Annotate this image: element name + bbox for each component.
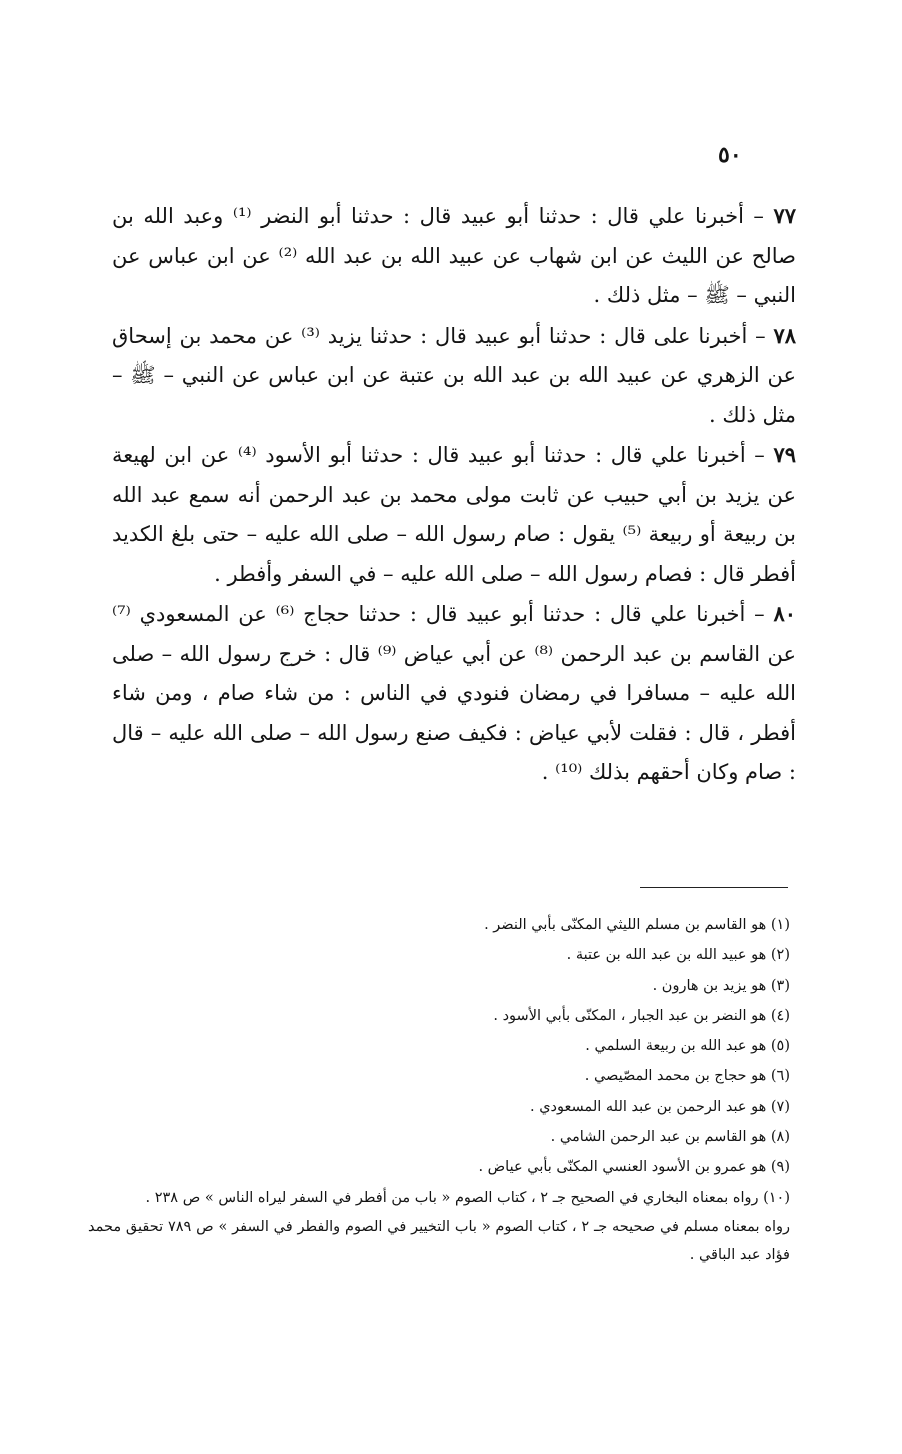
page-number: ٥٠ [718, 142, 742, 168]
footnote-5: (٥) هو عبد الله بن ربيعة السلمي . [585, 1038, 790, 1055]
hadith-paragraph-78 [112, 316, 796, 436]
footnote-9: (٩) هو عمرو بن الأسود العنسي المكنّى بأبي عياض . [478, 1159, 790, 1176]
footnote-4: (٤) هو النضر بن عبد الجبار ، المكنّى بأبي الأسود . [493, 1007, 790, 1024]
footnote-10: (١٠) رواه بمعناه البخاري في الصحيح جـ ٢ ، كتاب الصوم « باب من أفطر في السفر ليراه الناس » ص ٢٣٨ . [145, 1189, 790, 1206]
footnote-divider [640, 887, 788, 888]
footnotes [88, 910, 790, 1269]
hadith-paragraph-79 [112, 435, 796, 594]
hadith-paragraph-77 [112, 196, 796, 316]
main-text [112, 196, 796, 793]
hadith-text: – أخبرنا علي قال : حدثنا أبو عبيد قال : حدثنا أبو النضر ⁽¹⁾ وعبد الله بن صالح عن الليث عن ابن شهاب عن عبيد الله بن عبد الله ⁽²⁾ عن ابن عباس عن النبي – ﷺ – مثل ذلك . [112, 204, 796, 307]
footnote-1: (١) هو القاسم بن مسلم الليثي المكنّى بأبي النضر . [484, 917, 790, 933]
footnote-3: (٣) هو يزيد بن هارون . [652, 977, 790, 994]
footnote-10-continued: رواه بمعناه مسلم في صحيحه جـ ٢ ، كتاب الصوم « باب التخيير في الصوم والفطر في السفر » ص ٧٨٩ تحقيق محمد فؤاد عبد الباقي . [88, 1218, 790, 1263]
hadith-text: – أخبرنا علي قال : حدثنا أبو عبيد قال : حدثنا حجاج ⁽⁶⁾ عن المسعودي ⁽⁷⁾ عن القاسم بن عبد الرحمن ⁽⁸⁾ عن أبي عياض ⁽⁹⁾ قال : خرج رسول الله – صلى الله عليه – مسافرا في رمضان فنودي في الناس : من شاء صام ، ومن شاء أفطر ، قال : فقلت لأبي عياض : فكيف صنع رسول الله – صلى الله عليه – قال : صام وكان أحقهم بذلك ⁽¹⁰⁾ . [112, 602, 796, 784]
hadith-text: – أخبرنا على قال : حدثنا أبو عبيد قال : حدثنا يزيد ⁽³⁾ عن محمد بن إسحاق عن الزهري عن عبيد الله بن عبد الله بن عتبة عن ابن عباس عن النبي – ﷺ – مثل ذلك . [112, 323, 796, 427]
footnote-8: (٨) هو القاسم بن عبد الرحمن الشامي . [550, 1129, 790, 1146]
hadith-text: – أخبرنا علي قال : حدثنا أبو عبيد قال : حدثنا أبو الأسود ⁽⁴⁾ عن ابن لهيعة عن يزيد بن أبي حبيب عن ثابت مولى محمد بن عبد الرحمن أنه سمع عبد الله بن ربيعة أو ربيعة ⁽⁵⁾ يقول : صام رسول الله – صلى الله عليه – حتى بلغ الكديد أفطر قال : فصام رسول الله – صلى الله عليه – في السفر وأفطر . [112, 443, 797, 586]
footnote-7: (٧) هو عبد الرحمن بن عبد الله المسعودي . [529, 1098, 790, 1115]
hadith-number: ٧٧ [773, 203, 796, 228]
footnote-6: (٦) هو حجاج بن محمد المصّيصي . [584, 1068, 790, 1085]
hadith-number: ٨٠ [773, 601, 796, 626]
footnote-2: (٢) هو عبيد الله بن عبد الله بن عتبة . [566, 947, 790, 964]
hadith-paragraph-80 [112, 594, 796, 793]
hadith-number: ٧٨ [773, 322, 796, 348]
hadith-number: ٧٩ [773, 442, 796, 467]
